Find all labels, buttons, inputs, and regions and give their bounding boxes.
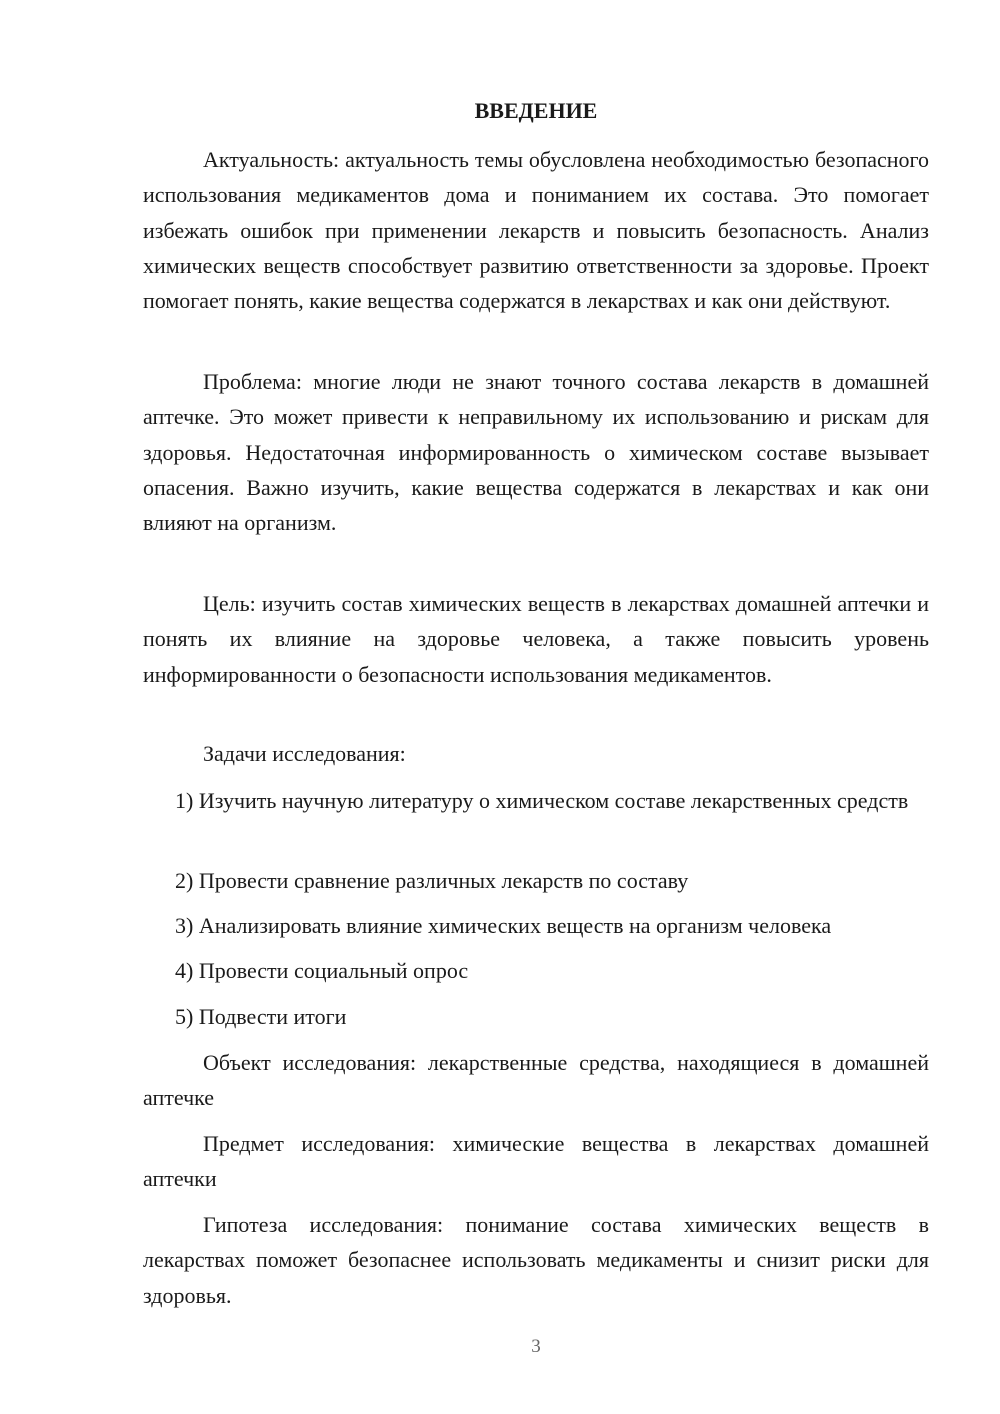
task-item-2: 2) Провести сравнение различных лекарств по составу: [175, 868, 689, 893]
paragraph-object: Объект исследования: лекарственные средства, находящиеся в домашней аптечке: [143, 1050, 929, 1111]
task-item-5: 5) Подвести итоги: [175, 1004, 347, 1029]
task-item-3: 3) Анализировать влияние химических веществ на организм человека: [175, 913, 832, 938]
paragraph-subject: Предмет исследования: химические вещества в лекарствах домашней аптечки: [143, 1131, 929, 1192]
paragraph-problem: Проблема: многие люди не знают точного состава лекарств в домашней аптечке. Это может привести к неправильному их использованию и рискам для здоровья. Недостаточная информированность о химическом составе вызывает опасения. Важно изучить, какие вещества содержатся в лекарствах и как они влияют на организм.: [143, 369, 929, 536]
page-title: ВВЕДЕНИЕ: [474, 98, 598, 123]
paragraph-relevance: Актуальность: актуальность темы обусловлена необходимостью безопасного использования медикаментов дома и пониманием их состава. Это помогает избежать ошибок при применении лекарств и повысить безопасность. Анализ химических веществ способствует развитию ответственности за здоровье. Проект помогает понять, какие вещества содержатся в лекарствах и как они действуют.: [143, 147, 929, 314]
task-item-4: 4) Провести социальный опрос: [175, 958, 469, 983]
page-number: 3: [531, 1336, 541, 1357]
task-item-1: 1) Изучить научную литературу о химическом составе лекарственных средств: [175, 788, 909, 813]
paragraph-goal: Цель: изучить состав химических веществ в лекарствах домашней аптечки и понять их влияние на здоровье человека, а также повысить уровень информированности о безопасности использования медикаментов.: [143, 591, 929, 687]
paragraph-hypothesis: Гипотеза исследования: понимание состава химических веществ в лекарствах поможет безопаснее использовать медикаменты и снизит риски для здоровья.: [143, 1212, 929, 1308]
tasks-heading: Задачи исследования:: [203, 741, 406, 766]
